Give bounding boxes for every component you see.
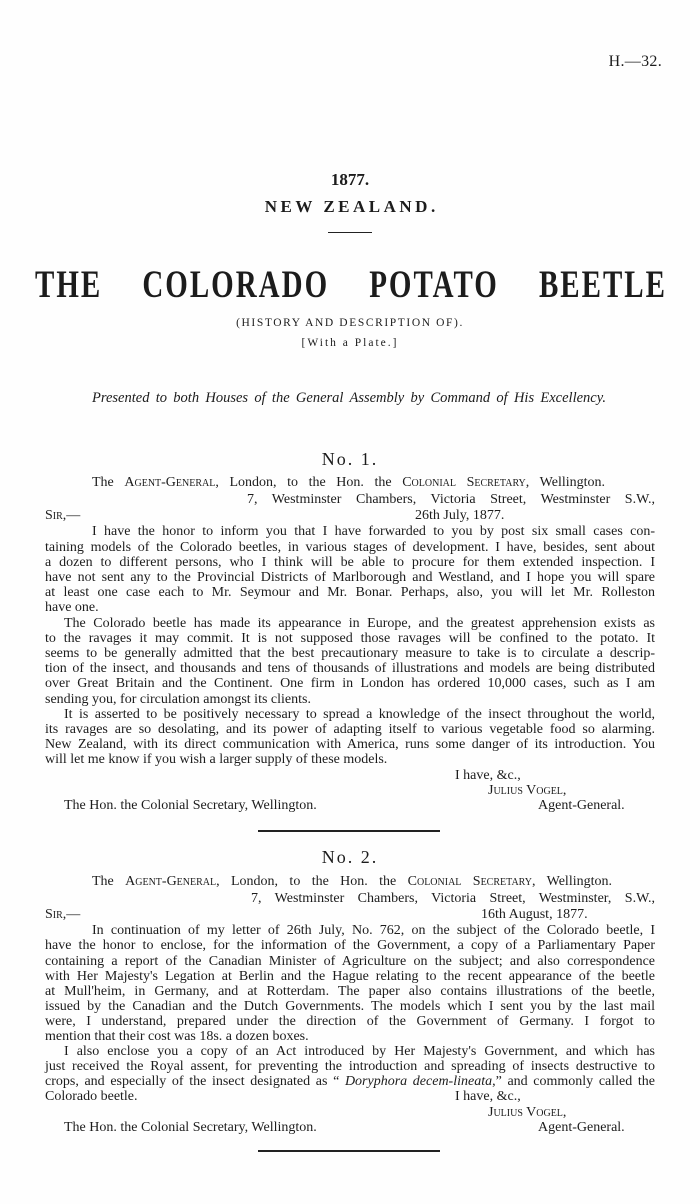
addressee-line [45,1120,655,1135]
letter-number: No. 1. [321,449,379,469]
body-line: a dozen to different persons, who I think will be able to procure for them extended inspection. I [45,554,655,570]
body-line: with Her Majesty's Legation at Berlin and the Hague relating to the recent appearance of the beetle [45,968,655,984]
body-line: were, I understand, prepared under the direction of the Government of Germany. I forgot to [45,1013,655,1029]
body-line: issued by the Canadian and the Dutch Governments. The models which I sent you by the last mail [45,998,655,1014]
body-line [45,1089,655,1104]
body-text: Colorado beetle. [45,1089,138,1105]
body-line: tion of the insect, and thousands and tens of thousands of illustrations and models are being distributed [45,661,655,677]
body-line: to the ravages it may commit. It is not supposed those ravages will be confined to the potato. It [45,630,655,646]
species-name: Doryphora decem-lineata [344,1074,493,1090]
body-line: New Zealand, with its direct communication with America, runs some danger of its introduction. You [45,737,655,753]
salutation: Sir,— [45,508,81,523]
body-line: containing a report of the Canadian Minister of Agriculture on the subject; and also correspondence [45,953,655,969]
title-rule [328,232,372,233]
sender-title: Agent-General [124,475,216,490]
body-text: crops, and especially of the insect designated as “ [45,1074,345,1090]
letter-date: 26th July, 1877. [415,508,505,523]
salutation: Sir,— [45,907,81,922]
section-divider [258,830,440,832]
page-reference: H.—32. [608,53,662,70]
heading-text: The [92,874,126,889]
letter-date: 16th August, 1877. [481,907,588,922]
body-line: just received the Royal assent, for preventing the introduction and spreading of insects destructive to [45,1059,655,1075]
letter-header [45,475,655,525]
body-line: have not sent any to the Provincial Districts of Marlborough and Westland, and I hope you will spare [45,570,655,585]
body-line [45,1074,655,1089]
body-line: its ravages are so desolating, and its power of adapting itself to various vegetable food so alarming. [45,722,655,738]
body-line: over Great Britain and the Continent. One firm in London has ordered 10,000 cases, such as I am [45,676,655,692]
body-line: seems to be generally admitted that the best precautionary measure to take is to circulate a descrip- [45,646,655,662]
recipient-title: Colonial Secretary [402,475,526,490]
recipient-title: Colonial Secretary [407,874,532,889]
heading-text: , London, to the Hon. the [215,475,403,490]
addressee: The Hon. the Colonial Secretary, Wellington. [64,798,317,814]
body-line: taining models of the Colorado beetles, in various stages of development. I have, besides, sent about [45,539,655,555]
heading-text: , Wellington. [525,475,606,490]
signer-title: Agent-General. [538,1119,625,1135]
body-line: In continuation of my letter of 26th July, No. 762, on the subject of the Colorado beetle, I [92,923,655,939]
body-line: I also enclose you a copy of an Act introduced by Her Majesty's Government, and which has [64,1044,655,1060]
letter-body [45,923,655,1134]
letter-number: No. 2. [321,847,379,867]
body-line: at least one case each to Mr. Seymour and Mr. Bonar. Perhaps, also, you will let Mr. Rolleston [45,585,655,601]
heading-text: , London, to the Hon. the [216,874,408,889]
complimentary-close: I have, &c., [455,1089,521,1105]
body-line: mention that their cost was 18s. a dozen boxes. [45,1029,309,1045]
body-line: have one. [45,600,99,616]
body-line: sending you, for circulation amongst its clients. [45,691,311,707]
country-heading: NEW ZEALAND. [264,197,439,216]
complimentary-close: I have, &c., [455,767,521,783]
document-title: THE COLORADO POTATO BEETLE [35,263,667,307]
signature: Julius Vogel, [488,1104,567,1120]
salutation-line [45,907,655,924]
body-line: will let me know if you wish a larger supply of these models. [45,752,388,768]
year-heading: 1877. [330,170,370,189]
document-subtitle: (HISTORY AND DESCRIPTION OF). [236,317,464,329]
letter-header [45,874,655,924]
presentation-statement: Presented to both Houses of the General Assembly by Command of His Excellency. [92,390,606,406]
heading-text: , Wellington. [532,874,612,889]
sender-title: Agent-General [125,874,217,889]
letter-body [45,524,655,813]
signer-title: Agent-General. [538,798,625,814]
body-line: I have the honor to inform you that I have forwarded to you by post six small cases con- [92,524,655,540]
sender-address: 7, Westminster Chambers, Victoria Street, Westminster S.W., [247,491,655,507]
addressee-line [45,798,655,813]
salutation-line [45,508,655,525]
letter-heading [45,874,655,891]
sender-address: 7, Westminster Chambers, Victoria Street, Westminster, S.W., [251,890,655,906]
signature: Julius Vogel, [488,782,567,798]
plate-note: [With a Plate.] [301,337,399,349]
heading-text: The [92,475,125,490]
body-line: It is asserted to be positively necessary to spread a knowledge of the insect throughout the world, [64,706,655,722]
letter-heading [45,475,655,492]
body-line: have the honor to enclose, for the information of the Government, a copy of a Parliamentary Paper [45,938,655,954]
body-text: ,” and commonly called the [492,1074,655,1090]
section-divider [258,1150,440,1152]
body-line: at Mull'heim, in Germany, and at Rotterdam. The paper also contains illustrations of the beetle, [45,983,655,999]
addressee: The Hon. the Colonial Secretary, Wellington. [64,1119,317,1135]
body-line: The Colorado beetle has made its appearance in Europe, and the greatest apprehension exists as [64,615,655,631]
